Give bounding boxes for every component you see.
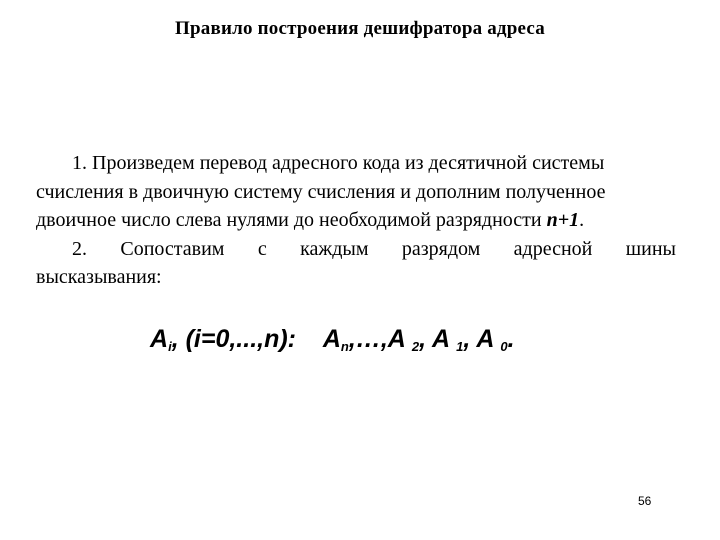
slide-body	[36, 149, 676, 292]
page-number: 56	[638, 494, 652, 508]
formula-sub-1: 1	[456, 339, 464, 354]
formula-seq: ,…,A	[348, 325, 412, 353]
paragraph-step-1-text: 1. Произведем перевод адресного кода из десятичной системы счисления в двоичную систему счисления и дополним полученное двоичное число слева нулями до необходимой разрядности	[36, 152, 606, 231]
formula-sep-1: , A	[419, 325, 457, 353]
paragraph-step-1	[36, 149, 676, 235]
paragraph-step-2-line-1: 2. Сопоставим с каждым разрядом адресной шины	[72, 237, 676, 260]
formula-end: .	[507, 325, 515, 353]
paragraph-step-1-end: .	[579, 209, 585, 231]
formula-sub-2: 2	[411, 339, 420, 354]
formula-sub-n: n	[340, 339, 349, 354]
paragraph-step-2	[36, 235, 676, 292]
bit-width-variable: n+1	[546, 209, 580, 231]
slide-title: Правило построения дешифратора адреса	[175, 18, 545, 39]
paragraph-step-2-line-2: высказывания:	[36, 266, 162, 288]
address-formula	[150, 325, 515, 354]
formula-sub-0: 0	[500, 339, 508, 354]
formula-sep-2: , A	[463, 325, 501, 353]
formula-a: A	[150, 325, 169, 353]
formula-sub-i: i	[168, 339, 172, 354]
formula-range: , (i=0,...,n): A	[171, 325, 341, 353]
